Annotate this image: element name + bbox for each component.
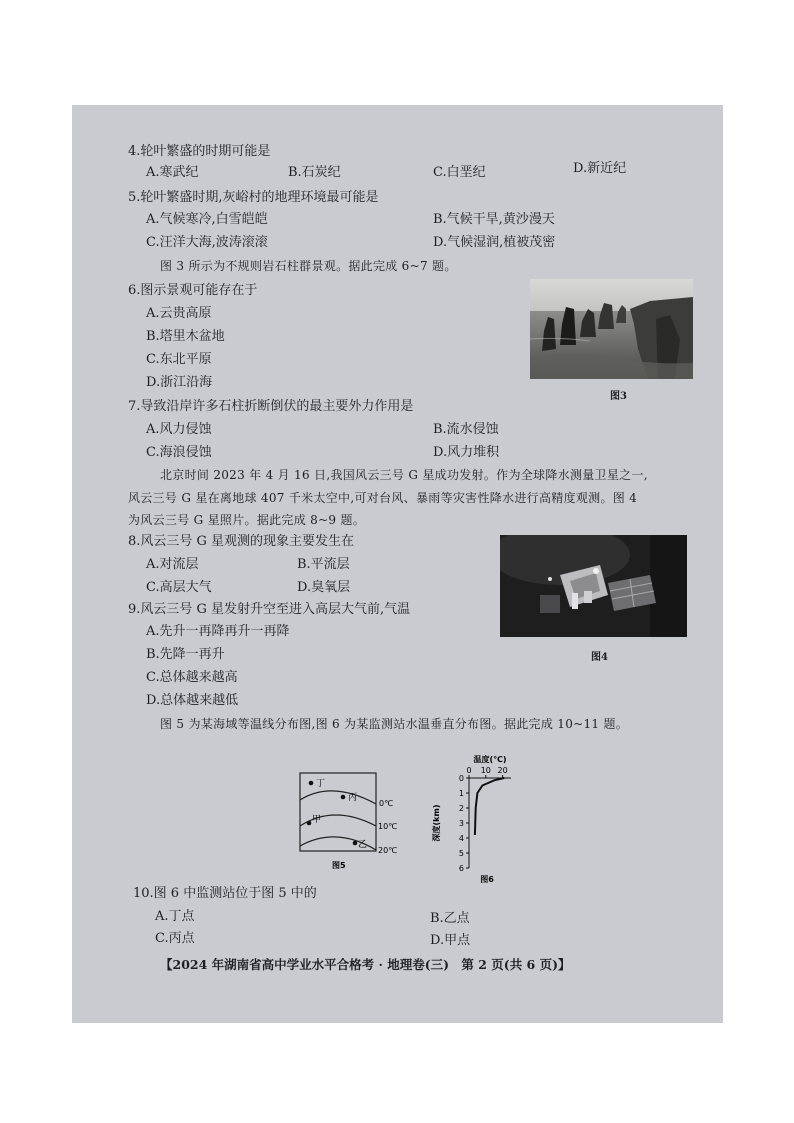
- q7-option-a: A.风力侵蚀: [146, 422, 212, 437]
- q5-stem: 5.轮叶繁盛时期,灰峪村的地理环境最可能是: [128, 190, 379, 205]
- q5-option-a: A.气候寒冷,白雪皑皑: [146, 212, 268, 227]
- point-ding: [309, 781, 314, 786]
- intro-8-9-line3: 为风云三号 G 星照片。据此完成 8~9 题。: [128, 513, 366, 527]
- q4-option-b: B.石炭纪: [288, 165, 341, 180]
- q4-option-c: C.白垩纪: [433, 165, 486, 180]
- q8-option-a: A.对流层: [146, 557, 199, 572]
- figure-3-photo: [530, 279, 693, 379]
- chart-y-tick-label: 0: [458, 774, 464, 783]
- q6-option-c: C.东北平原: [146, 352, 212, 367]
- q6-stem: 6.图示景观可能存在于: [128, 283, 258, 298]
- chart-ylabel: 深度(km): [432, 804, 441, 842]
- chart-x-tick-label: 20: [497, 766, 508, 775]
- q10-option-c: C.丙点: [155, 931, 195, 946]
- intro-6-7: 图 3 所示为不规则岩石柱群景观。据此完成 6~7 题。: [160, 259, 457, 273]
- q9-stem: 9.风云三号 G 星发射升空至进入高层大气前,气温: [128, 602, 411, 617]
- isotherm-label-10: 10℃: [378, 822, 398, 831]
- figure-5-caption: 图5: [332, 861, 346, 870]
- q7-option-c: C.海浪侵蚀: [146, 445, 212, 460]
- figure-4-photo: [500, 535, 687, 637]
- q5-option-b: B.气候干旱,黄沙漫天: [433, 212, 555, 227]
- q5-option-d: D.气候湿润,植被茂密: [433, 235, 556, 250]
- q6-option-a: A.云贵高原: [146, 306, 212, 321]
- point-yi: [353, 841, 358, 846]
- figure-6-chart: [427, 750, 527, 885]
- q4-stem: 4.轮叶繁盛的时期可能是: [128, 144, 271, 159]
- label-jia: 甲: [312, 815, 322, 825]
- label-bing: 丙: [348, 793, 358, 803]
- q8-option-b: B.平流层: [297, 557, 350, 572]
- q10-option-d: D.甲点: [430, 933, 471, 948]
- intro-8-9-line2: 风云三号 G 星在离地球 407 千米太空中,可对台风、暴雨等灾害性降水进行高精度观测。图 4: [128, 491, 638, 505]
- figure-4-caption: 图4: [591, 652, 608, 663]
- chart-title: 温度(℃): [473, 755, 507, 764]
- chart-y-tick-label: 4: [458, 834, 464, 843]
- q9-option-a: A.先升一再降再升一再降: [146, 624, 290, 639]
- figure-6-caption: 图6: [480, 875, 494, 884]
- footer-page-number: 第 2 页(共 6 页)】: [461, 957, 571, 972]
- figure-5-isotherm-map: [292, 770, 407, 880]
- page-footer: [160, 955, 571, 973]
- q8-option-d: D.臭氧层: [297, 580, 351, 595]
- point-bing: [341, 795, 346, 800]
- figure-3-caption: 图3: [610, 391, 627, 402]
- label-yi: 乙: [358, 840, 368, 850]
- q9-option-c: C.总体越来越高: [146, 670, 238, 685]
- q7-option-b: B.流水侵蚀: [433, 422, 499, 437]
- q6-option-b: B.塔里木盆地: [146, 329, 225, 344]
- q5-option-c: C.汪洋大海,波涛滚滚: [146, 235, 268, 250]
- chart-y-tick-label: 1: [458, 789, 464, 798]
- q9-option-b: B.先降一再升: [146, 647, 225, 662]
- chart-x-tick-label: 10: [480, 766, 491, 775]
- footer-title: 【2024 年湖南省高中学业水平合格考 · 地理卷(三): [160, 957, 450, 972]
- q4-option-a: A.寒武纪: [146, 165, 199, 180]
- q4-option-d: D.新近纪: [573, 161, 627, 176]
- q9-option-d: D.总体越来越低: [146, 693, 239, 708]
- q10-option-b: B.乙点: [430, 911, 470, 926]
- chart-y-tick-label: 3: [458, 819, 464, 828]
- isotherm-0: [300, 791, 376, 804]
- intro-8-9-line1: 北京时间 2023 年 4 月 16 日,我国风云三号 G 星成功发射。作为全球降水测量卫星之一,: [160, 468, 648, 482]
- isotherm-label-0: 0℃: [379, 799, 394, 808]
- q8-option-c: C.高层大气: [146, 580, 212, 595]
- q6-option-d: D.浙江沿海: [146, 375, 213, 390]
- intro-10-11: 图 5 为某海域等温线分布图,图 6 为某监测站水温垂直分布图。据此完成 10~11 题。: [160, 717, 629, 731]
- chart-x-tick-label: 0: [466, 766, 472, 775]
- chart-y-tick-label: 6: [458, 864, 464, 873]
- exam-paper: [72, 105, 723, 1023]
- q10-option-a: A.丁点: [155, 909, 195, 924]
- q10-stem: 10.图 6 中监测站位于图 5 中的: [133, 886, 317, 901]
- chart-series-line: [475, 778, 504, 835]
- label-ding: 丁: [316, 779, 326, 789]
- isotherm-label-20: 20℃: [378, 846, 398, 855]
- q8-stem: 8.风云三号 G 星观测的现象主要发生在: [128, 534, 355, 549]
- chart-y-tick-label: 5: [458, 849, 464, 858]
- point-jia: [307, 821, 312, 826]
- q7-stem: 7.导致沿岸许多石柱折断倒伏的最主要外力作用是: [128, 399, 414, 414]
- chart-y-tick-label: 2: [458, 804, 464, 813]
- q7-option-d: D.风力堆积: [433, 445, 500, 460]
